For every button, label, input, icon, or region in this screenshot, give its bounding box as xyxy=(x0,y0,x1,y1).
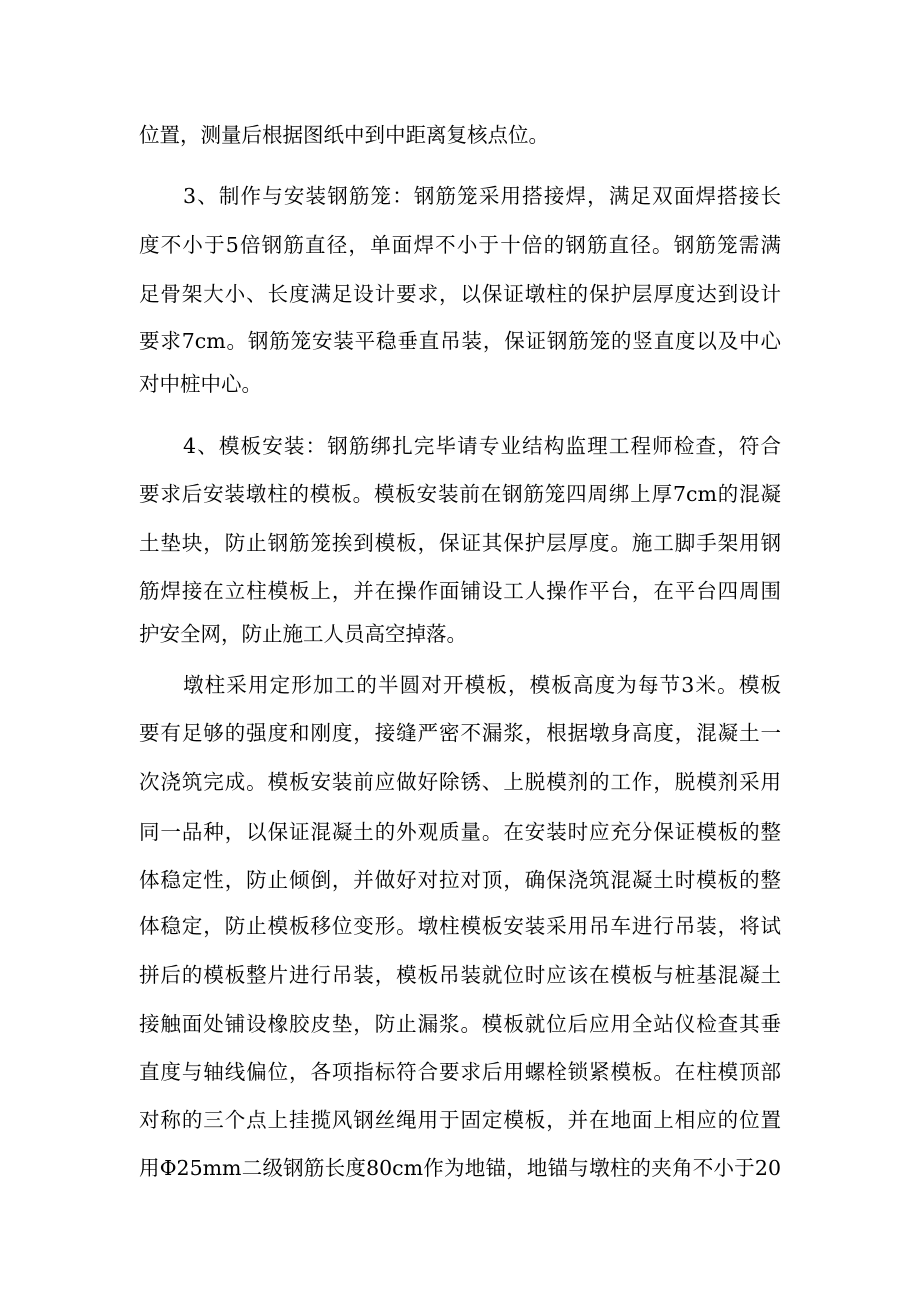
text-line: 墩柱采用定形加工的半圆对开模板，模板高度为每节3米。模板 xyxy=(183,673,781,697)
text-line: 次浇筑完成。模板安装前应做好除锈、上脱模剂的工作，脱模剂采用 xyxy=(139,770,781,794)
text-line: 对称的三个点上挂揽风钢丝绳用于固定模板，并在地面上相应的位置 xyxy=(139,1108,781,1132)
text-line: 接触面处铺设橡胶皮垫，防止漏浆。模板就位后应用全站仪检查其垂 xyxy=(139,1012,781,1036)
text-line: 要求7cm。钢筋笼安装平稳垂直吊装，保证钢筋笼的竖直度以及中心 xyxy=(139,329,781,353)
text-line: 用Φ25mm二级钢筋长度80cm作为地锚，地锚与墩柱的夹角不小于20 xyxy=(139,1156,781,1180)
text-line: 直度与轴线偏位，各项指标符合要求后用螺栓锁紧模板。在柱模顶部 xyxy=(139,1060,781,1084)
text-line: 土垫块，防止钢筋笼挨到模板，保证其保护层厚度。施工脚手架用钢 xyxy=(139,531,781,555)
text-line: 同一品种，以保证混凝土的外观质量。在安装时应充分保证模板的整 xyxy=(139,820,781,844)
text-line: 3、制作与安装钢筋笼：钢筋笼采用搭接焊，满足双面焊搭接长 xyxy=(183,184,781,208)
text-line: 护安全网，防止施工人员高空掉落。 xyxy=(139,622,467,646)
text-line: 对中桩中心。 xyxy=(139,372,262,396)
text-line: 要求后安装墩柱的模板。模板安装前在钢筋笼四周绑上厚7cm的混凝 xyxy=(139,482,781,506)
text-line: 筋焊接在立柱模板上，并在操作面铺设工人操作平台，在平台四周围 xyxy=(139,579,781,603)
text-line: 足骨架大小、长度满足设计要求，以保证墩柱的保护层厚度达到设计 xyxy=(139,282,781,306)
text-line: 体稳定，防止模板移位变形。墩柱模板安装采用吊车进行吊装，将试 xyxy=(139,914,781,938)
text-line: 要有足够的强度和刚度，接缝严密不漏浆，根据墩身高度，混凝土一 xyxy=(139,721,781,745)
text-line: 4、模板安装：钢筋绑扎完毕请专业结构监理工程师检查，符合 xyxy=(183,434,781,458)
text-line: 拼后的模板整片进行吊装，模板吊装就位时应该在模板与桩基混凝土 xyxy=(139,963,781,987)
text-line: 体稳定性，防止倾倒，并做好对拉对顶，确保浇筑混凝土时模板的整 xyxy=(139,868,781,892)
text-line: 度不小于5倍钢筋直径，单面焊不小于十倍的钢筋直径。钢筋笼需满 xyxy=(139,233,781,257)
text-line: 位置，测量后根据图纸中到中距离复核点位。 xyxy=(139,123,549,147)
